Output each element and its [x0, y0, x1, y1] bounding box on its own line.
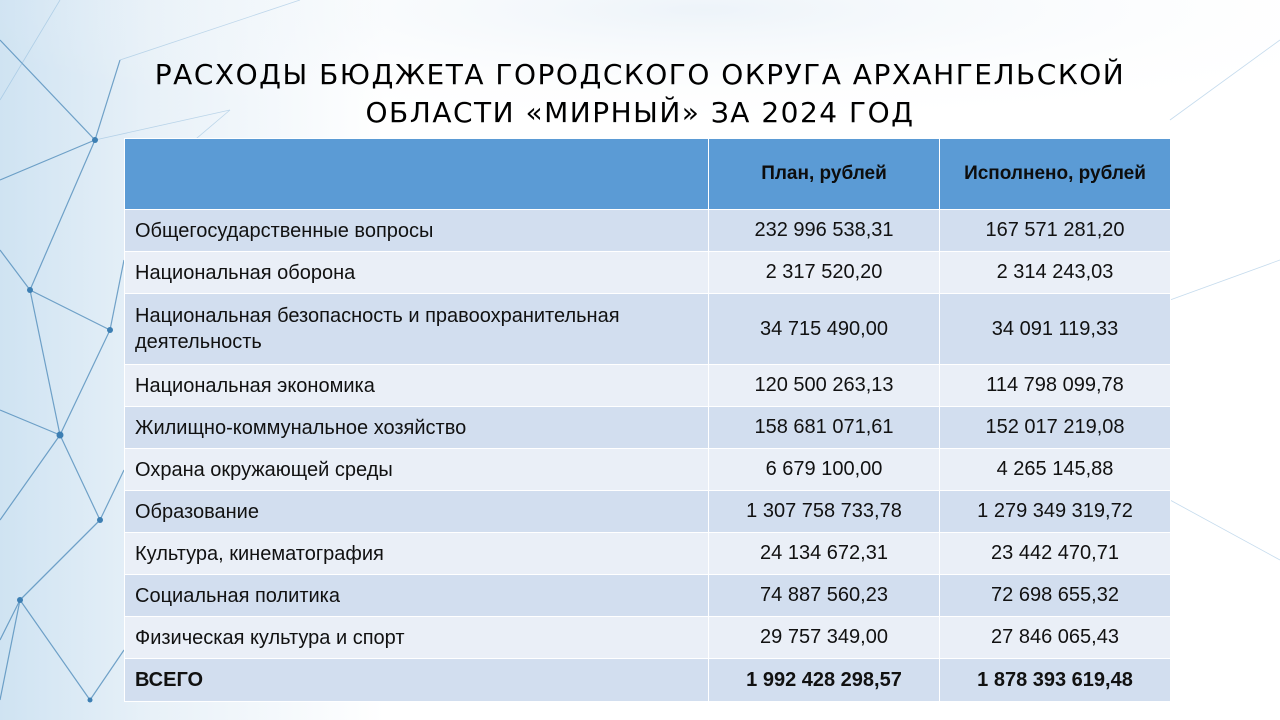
header-category	[125, 139, 709, 210]
table-row	[125, 575, 1171, 617]
table-row	[125, 491, 1171, 533]
row-plan: 6 679 100,00	[709, 449, 940, 491]
row-done: 2 314 243,03	[940, 252, 1171, 294]
row-done: 152 017 219,08	[940, 407, 1171, 449]
row-plan: 158 681 071,61	[709, 407, 940, 449]
row-plan: 2 317 520,20	[709, 252, 940, 294]
total-plan: 1 992 428 298,57	[709, 659, 940, 702]
row-done: 4 265 145,88	[940, 449, 1171, 491]
title-line-1: РАСХОДЫ БЮДЖЕТА ГОРОДСКОГО ОКРУГА АРХАНГЕЛЬСКОЙ	[154, 58, 1126, 91]
row-plan: 120 500 263,13	[709, 365, 940, 407]
row-category: Национальная оборона	[125, 252, 709, 294]
budget-table-container	[124, 138, 1170, 702]
table-row	[125, 294, 1171, 365]
row-done: 1 279 349 319,72	[940, 491, 1171, 533]
row-category: Национальная экономика	[125, 365, 709, 407]
total-done: 1 878 393 619,48	[940, 659, 1171, 702]
row-category: Общегосударственные вопросы	[125, 210, 709, 252]
row-plan: 24 134 672,31	[709, 533, 940, 575]
table-row	[125, 533, 1171, 575]
row-plan: 232 996 538,31	[709, 210, 940, 252]
header-done: Исполнено, рублей	[940, 139, 1171, 210]
row-category: Социальная политика	[125, 575, 709, 617]
row-category: Жилищно-коммунальное хозяйство	[125, 407, 709, 449]
row-done: 72 698 655,32	[940, 575, 1171, 617]
row-plan: 29 757 349,00	[709, 617, 940, 659]
total-row	[125, 659, 1171, 702]
table-row	[125, 617, 1171, 659]
row-plan: 74 887 560,23	[709, 575, 940, 617]
table-header-row	[125, 139, 1171, 210]
table-row	[125, 449, 1171, 491]
header-plan: План, рублей	[709, 139, 940, 210]
row-category: Культура, кинематография	[125, 533, 709, 575]
row-category: Образование	[125, 491, 709, 533]
row-done: 27 846 065,43	[940, 617, 1171, 659]
row-done: 114 798 099,78	[940, 365, 1171, 407]
budget-expenses-table	[124, 138, 1171, 702]
row-done: 34 091 119,33	[940, 294, 1171, 365]
slide-title	[110, 56, 1170, 132]
row-plan: 34 715 490,00	[709, 294, 940, 365]
table-row	[125, 252, 1171, 294]
title-line-2: ОБЛАСТИ «МИРНЫЙ» ЗА 2024 ГОД	[365, 96, 915, 129]
row-category: Национальная безопасность и правоохранительная деятельность	[125, 294, 709, 365]
row-done: 23 442 470,71	[940, 533, 1171, 575]
row-done: 167 571 281,20	[940, 210, 1171, 252]
row-category: Охрана окружающей среды	[125, 449, 709, 491]
table-row	[125, 210, 1171, 252]
table-row	[125, 407, 1171, 449]
row-category: Физическая культура и спорт	[125, 617, 709, 659]
row-plan: 1 307 758 733,78	[709, 491, 940, 533]
total-label: ВСЕГО	[125, 659, 709, 702]
table-row	[125, 365, 1171, 407]
